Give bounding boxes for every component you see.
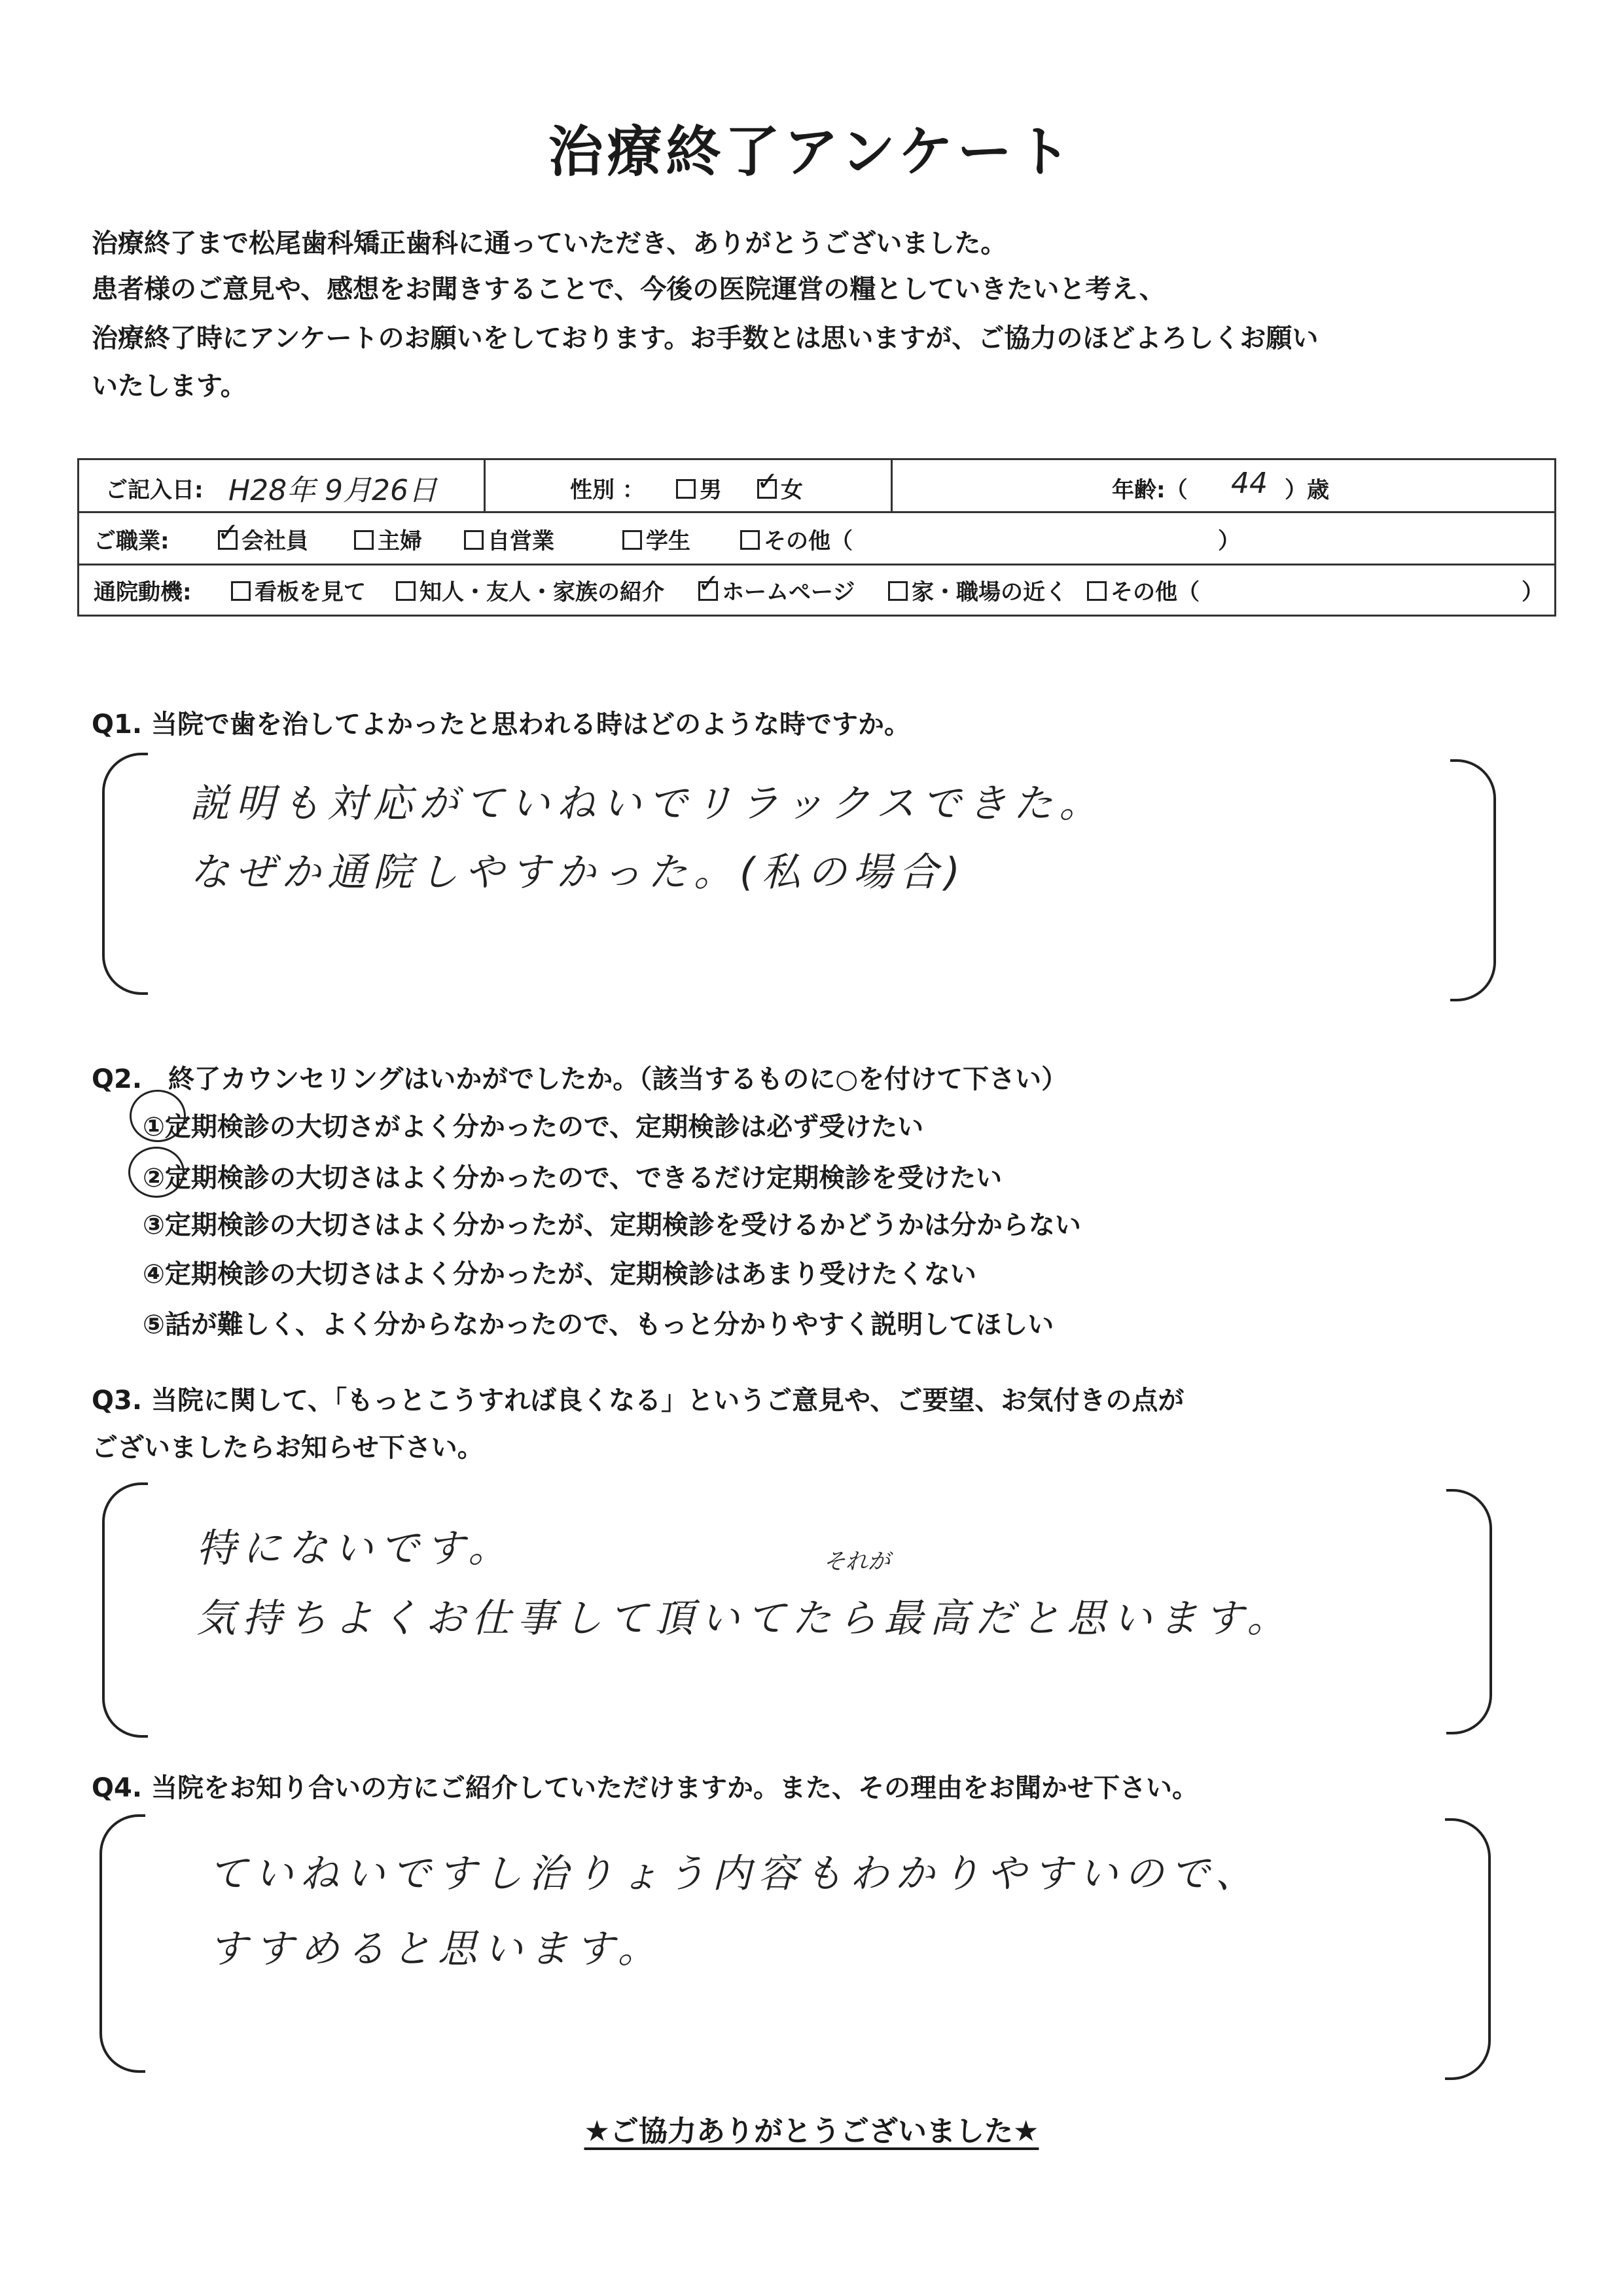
q2-option-2[interactable]: ②定期検診の大切さはよく分かったので、できるだけ定期検診を受けたい bbox=[143, 1163, 1003, 1193]
checkbox-signboard[interactable] bbox=[231, 581, 251, 601]
q1-question: Q1. 当院で歯を治してよかったと思われる時はどのような時ですか。 bbox=[92, 709, 910, 740]
gender-label: 性別 ： bbox=[570, 477, 645, 503]
checkbox-student[interactable] bbox=[622, 530, 642, 550]
motive-option-homepage[interactable]: ✓ ホームページ bbox=[698, 574, 855, 606]
motive-option-other[interactable]: その他（ bbox=[1087, 574, 1200, 606]
checkbox-housewife[interactable] bbox=[354, 530, 374, 550]
q1-bracket-left bbox=[102, 753, 148, 995]
gender-option-female[interactable]: ✓ 女 bbox=[757, 472, 803, 504]
occupation-option-housewife[interactable]: 主婦 bbox=[354, 523, 422, 555]
checkbox-company-checked[interactable] bbox=[218, 530, 238, 550]
intro-line-3: 治療終了時にアンケートのお願いをしております。お手数とは思いますが、ご協力のほどよろしくお願い bbox=[92, 323, 1319, 353]
date-field[interactable]: H28年 9月26日 bbox=[228, 474, 438, 507]
closing-thanks: ★ご協力ありがとうございました★ bbox=[584, 2115, 1039, 2148]
checkbox-male[interactable] bbox=[676, 479, 696, 499]
intro-line-4: いたします。 bbox=[92, 371, 247, 401]
q3-answer-line-2[interactable]: 気持ちよくお仕事して頂いてたら最高だと思います。 bbox=[196, 1596, 1293, 1641]
q3-answer-line-1[interactable]: 特にないです。 bbox=[196, 1526, 514, 1571]
occupation-option-selfemployed[interactable]: 自営業 bbox=[464, 523, 554, 555]
intro-line-1: 治療終了まで松尾歯科矯正歯科に通っていただき、ありがとうございました。 bbox=[92, 228, 1007, 259]
age-suffix: ）歳 bbox=[1285, 477, 1329, 503]
q4-bracket-right bbox=[1445, 1818, 1491, 2080]
q1-bracket-right bbox=[1450, 759, 1496, 1001]
q3-question-line-2: ございましたらお知らせ下さい。 bbox=[92, 1433, 484, 1463]
q4-answer-line-1[interactable]: ていねいですし治りょう内容もわかりやすいので、 bbox=[208, 1851, 1261, 1897]
page-title: 治療終了アンケート bbox=[548, 120, 1075, 184]
checkbox-nearby[interactable] bbox=[888, 581, 908, 601]
q4-question: Q4. 当院をお知り合いの方にご紹介していただけますか。また、その理由をお聞かせ下さい。 bbox=[92, 1773, 1198, 1803]
q1-answer-line-1[interactable]: 説明も対応がていねいでリラックスできた。 bbox=[190, 781, 1105, 827]
motive-label: 通院動機: bbox=[94, 579, 192, 605]
motive-option-referral[interactable]: 知人・友人・家族の紹介 bbox=[396, 574, 664, 606]
motive-option-signboard[interactable]: 看板を見て bbox=[231, 574, 366, 606]
form-row-motive bbox=[79, 564, 1554, 615]
checkbox-referral[interactable] bbox=[396, 581, 416, 601]
occupation-other-close: ） bbox=[1218, 528, 1240, 554]
checkbox-homepage-checked[interactable] bbox=[698, 581, 718, 601]
form-row-occupation bbox=[79, 511, 1554, 565]
checkbox-female-checked[interactable] bbox=[757, 479, 777, 499]
q3-bracket-left bbox=[102, 1482, 148, 1738]
q1-answer-line-2[interactable]: なぜか通院しやすかった。(私の場合) bbox=[190, 850, 967, 895]
q2-question: Q2. 終了カウンセリングはいかがでしたか。（該当するものに○を付けて下さい） bbox=[92, 1064, 1068, 1094]
q2-option-3[interactable]: ③定期検診の大切さはよく分かったが、定期検診を受けるかどうかは分からない bbox=[143, 1210, 1081, 1240]
q2-option-5[interactable]: ⑤話が難しく、よく分からなかったので、もっと分かりやすく説明してほしい bbox=[143, 1310, 1054, 1340]
motive-option-nearby[interactable]: 家・職場の近く bbox=[888, 574, 1067, 606]
q4-answer-line-2[interactable]: すすめると思います。 bbox=[208, 1926, 664, 1972]
checkbox-motive-other[interactable] bbox=[1087, 581, 1107, 601]
q3-bracket-right bbox=[1446, 1489, 1492, 1734]
motive-other-close: ） bbox=[1522, 579, 1544, 605]
q3-question-line-1: Q3. 当院に関して、「もっとこうすれば良くなる」というご意見や、ご要望、お気付きの点が bbox=[92, 1386, 1185, 1416]
form-row-date bbox=[79, 460, 1554, 513]
checkbox-occupation-other[interactable] bbox=[740, 530, 760, 550]
occupation-option-other[interactable]: その他（ bbox=[740, 523, 853, 555]
checkbox-selfemployed[interactable] bbox=[464, 530, 484, 550]
age-label: 年齢:（ bbox=[1112, 477, 1188, 503]
gender-option-male[interactable]: 男 bbox=[676, 472, 722, 504]
patient-info-form bbox=[77, 458, 1556, 617]
q2-option-4[interactable]: ④定期検診の大切さはよく分かったが、定期検診はあまり受けたくない bbox=[143, 1259, 976, 1289]
intro-line-2: 患者様のご意見や、感想をお聞きすることで、今後の医院運営の糧としていきたいと考え、 bbox=[92, 274, 1166, 304]
occupation-label: ご職業: bbox=[94, 528, 169, 554]
date-label: ご記入日: bbox=[105, 477, 204, 503]
q4-bracket-left bbox=[99, 1814, 145, 2073]
occupation-option-student[interactable]: 学生 bbox=[622, 523, 690, 555]
q2-option-1[interactable]: ①定期検診の大切さがよく分かったので、定期検診は必ず受けたい bbox=[143, 1112, 924, 1142]
q3-answer-insertion: それが bbox=[823, 1549, 890, 1575]
occupation-option-company[interactable]: ✓ 会社員 bbox=[218, 523, 308, 555]
age-field[interactable]: 44 bbox=[1231, 467, 1268, 500]
